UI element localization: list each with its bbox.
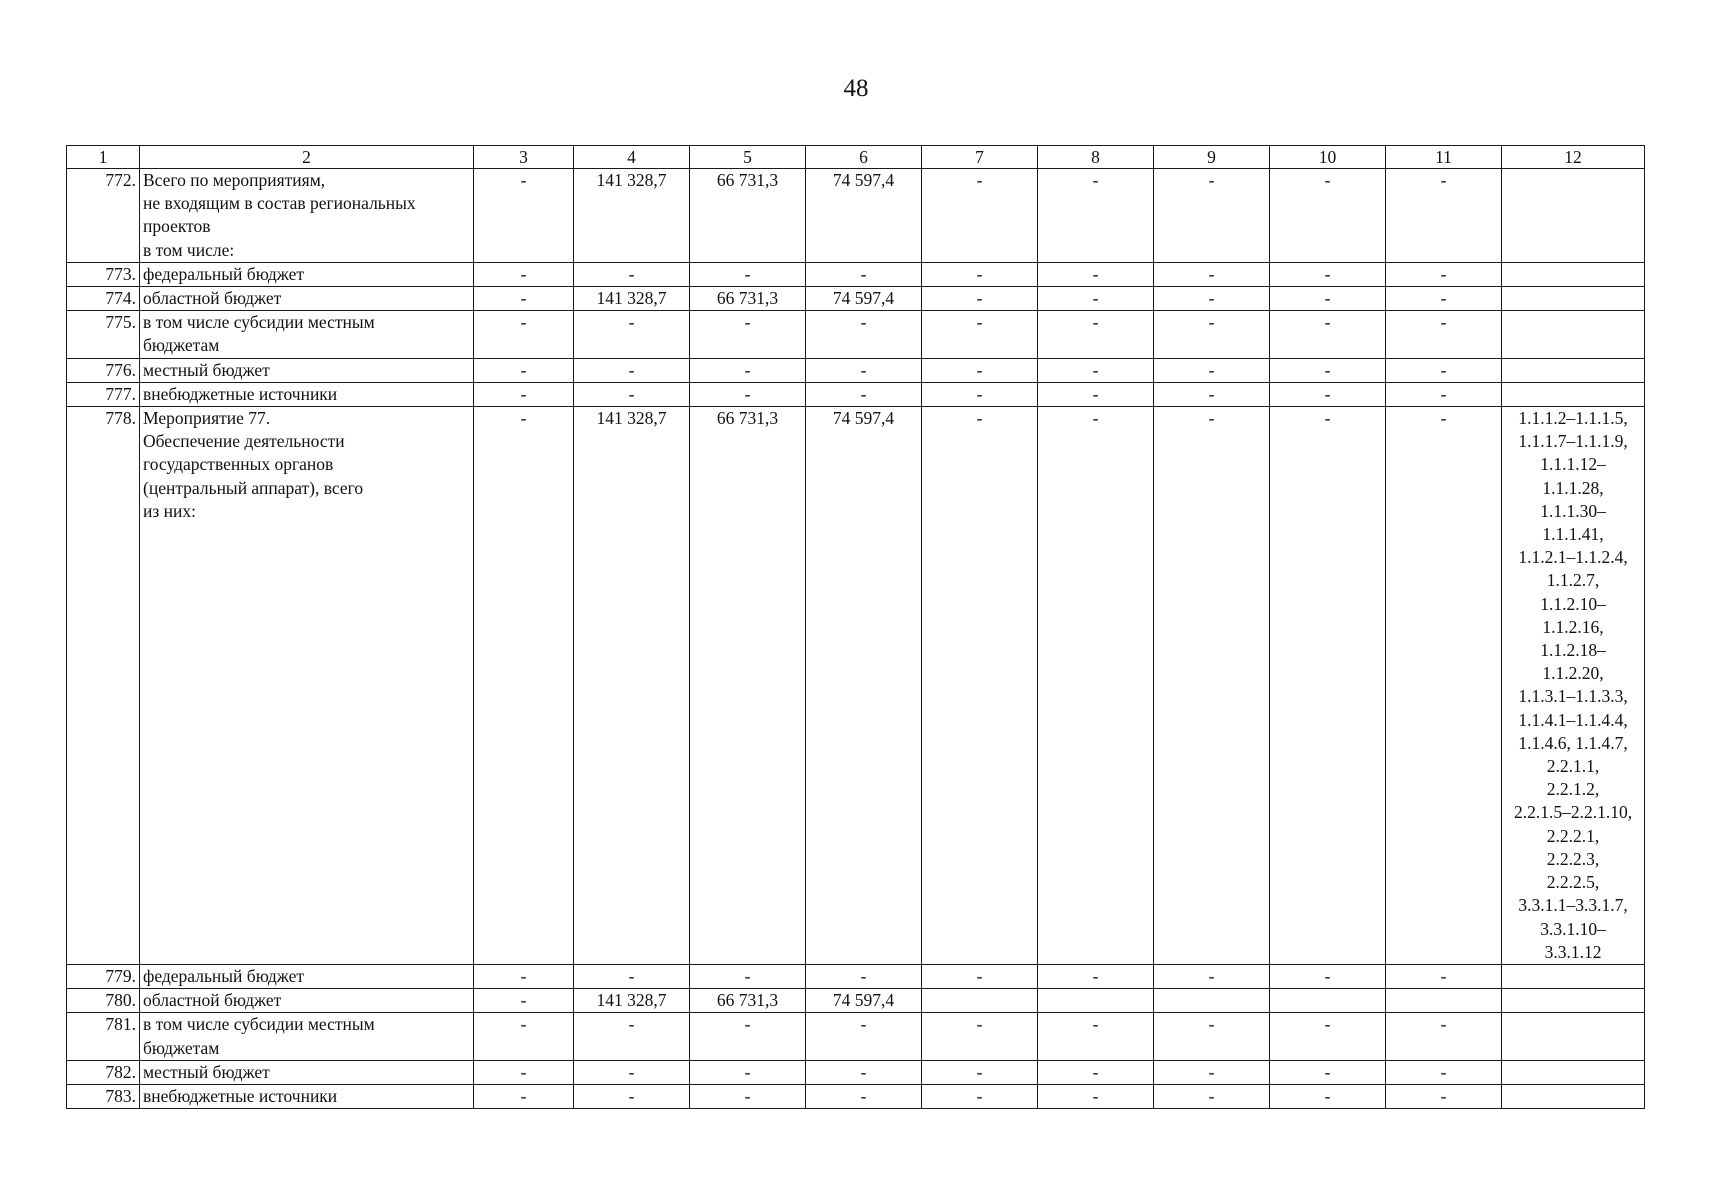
value-cell: - [1038,169,1154,263]
value-cell: - [1386,1084,1502,1108]
header-cell: 12 [1502,146,1645,169]
value-cell: 141 328,7 [574,169,690,263]
row-number: 777. [67,382,140,406]
value-cell: 74 597,4 [806,287,922,311]
value-cell: - [922,311,1038,358]
row-label: федеральный бюджет [140,964,474,988]
value-cell: - [1270,311,1386,358]
header-cell: 7 [922,146,1038,169]
value-cell: - [690,262,806,286]
references-cell [1502,382,1645,406]
value-cell: - [574,382,690,406]
table-row [67,382,1645,406]
value-cell: - [1038,1084,1154,1108]
value-cell: - [922,358,1038,382]
value-cell: - [1270,382,1386,406]
row-number: 782. [67,1060,140,1084]
value-cell: - [1154,1013,1270,1060]
value-cell: - [1270,262,1386,286]
row-label: внебюджетные источники [140,1084,474,1108]
value-cell: - [1154,1084,1270,1108]
header-cell: 5 [690,146,806,169]
value-cell: - [1386,1013,1502,1060]
value-cell: 141 328,7 [574,407,690,965]
value-cell: - [806,1013,922,1060]
value-cell: - [690,964,806,988]
value-cell: - [1038,1013,1154,1060]
value-cell: - [1386,1060,1502,1084]
value-cell [1386,989,1502,1013]
row-number: 775. [67,311,140,358]
value-cell: - [922,1013,1038,1060]
row-number: 780. [67,989,140,1013]
row-label: Всего по мероприятиям, не входящим в состав региональных проектов в том числе: [140,169,474,263]
value-cell: 66 731,3 [690,407,806,965]
value-cell: 74 597,4 [806,407,922,965]
value-cell: - [1386,407,1502,965]
value-cell: - [474,287,574,311]
value-cell: - [1038,407,1154,965]
value-cell: - [806,1060,922,1084]
header-cell: 8 [1038,146,1154,169]
value-cell: - [1154,262,1270,286]
references-cell [1502,358,1645,382]
value-cell: - [922,1084,1038,1108]
value-cell: - [574,964,690,988]
references-cell [1502,262,1645,286]
table-row [67,989,1645,1013]
page-number: 48 [843,75,869,102]
header-cell: 10 [1270,146,1386,169]
value-cell: - [1270,287,1386,311]
value-cell: - [1154,1060,1270,1084]
row-label: местный бюджет [140,358,474,382]
value-cell: - [806,358,922,382]
value-cell: - [1270,1084,1386,1108]
value-cell: - [474,1084,574,1108]
row-label: федеральный бюджет [140,262,474,286]
value-cell: 66 731,3 [690,989,806,1013]
references-cell [1502,989,1645,1013]
value-cell: - [806,311,922,358]
header-row [67,146,1645,169]
value-cell: - [474,1013,574,1060]
value-cell [922,989,1038,1013]
value-cell: - [806,382,922,406]
value-cell: - [574,262,690,286]
value-cell: - [474,358,574,382]
value-cell: 66 731,3 [690,287,806,311]
header-cell: 9 [1154,146,1270,169]
value-cell: - [474,1060,574,1084]
value-cell: - [474,311,574,358]
value-cell: - [1386,262,1502,286]
table-row [67,964,1645,988]
value-cell: - [1270,1013,1386,1060]
value-cell: - [690,382,806,406]
value-cell: - [574,311,690,358]
header-cell: 1 [67,146,140,169]
table-row [67,1084,1645,1108]
value-cell: - [1386,287,1502,311]
value-cell: - [1154,311,1270,358]
references-cell: 1.1.1.2–1.1.1.5, 1.1.1.7–1.1.1.9, 1.1.1.12– 1.1.1.28, 1.1.1.30– 1.1.1.41, 1.1.2.1–1.1.2.4, 1.1.2.7, 1.1.2.10– 1.1.2.16, 1.1.2.18– 1.1.2.20, 1.1.3.1–1.1.3.3, 1.1.4.1–1.1.4.4, 1.1.4.6, 1.1.4.7, 2.2.1.1, 2.2.1.2, 2.2.1.5–2.2.1.10, 2.2.2.1, 2.2.2.3, 2.2.2.5, 3.3.1.1–3.3.1.7, 3.3.1.10– 3.3.1.12 [1502,407,1645,965]
value-cell: - [1154,169,1270,263]
row-label: областной бюджет [140,989,474,1013]
table-row [67,407,1645,965]
value-cell: - [922,382,1038,406]
value-cell: - [1154,382,1270,406]
table-row [67,1060,1645,1084]
value-cell: - [922,262,1038,286]
references-cell [1502,964,1645,988]
value-cell: - [922,1060,1038,1084]
value-cell: - [1038,262,1154,286]
row-number: 774. [67,287,140,311]
table-row [67,1013,1645,1060]
value-cell: - [806,262,922,286]
references-cell [1502,1013,1645,1060]
value-cell [1154,989,1270,1013]
value-cell: - [922,169,1038,263]
table-row [67,169,1645,263]
value-cell: 74 597,4 [806,169,922,263]
row-label: местный бюджет [140,1060,474,1084]
value-cell: - [806,1084,922,1108]
value-cell: - [1038,358,1154,382]
row-number: 781. [67,1013,140,1060]
value-cell: - [474,382,574,406]
value-cell: - [1038,1060,1154,1084]
value-cell [1038,989,1154,1013]
row-label: в том числе субсидии местным бюджетам [140,311,474,358]
row-number: 776. [67,358,140,382]
value-cell: - [1386,311,1502,358]
value-cell: - [922,287,1038,311]
value-cell: - [574,1084,690,1108]
value-cell: - [474,964,574,988]
header-cell: 11 [1386,146,1502,169]
row-label: внебюджетные источники [140,382,474,406]
value-cell: - [690,358,806,382]
header-cell: 3 [474,146,574,169]
value-cell: - [690,1013,806,1060]
table-row [67,287,1645,311]
value-cell: - [1038,287,1154,311]
value-cell: - [690,1060,806,1084]
row-number: 773. [67,262,140,286]
value-cell: - [1038,964,1154,988]
value-cell: - [1154,287,1270,311]
row-label: Мероприятие 77. Обеспечение деятельности государственных органов (центральный аппарат), всего из них: [140,407,474,965]
value-cell: - [690,311,806,358]
row-number: 779. [67,964,140,988]
value-cell: 74 597,4 [806,989,922,1013]
value-cell: 66 731,3 [690,169,806,263]
value-cell: - [1270,169,1386,263]
value-cell: - [806,964,922,988]
value-cell: - [922,964,1038,988]
table-body [67,169,1645,1109]
references-cell [1502,1084,1645,1108]
value-cell: - [1154,964,1270,988]
references-cell [1502,169,1645,263]
value-cell: - [1038,311,1154,358]
value-cell: - [1038,382,1154,406]
value-cell: - [922,407,1038,965]
value-cell: - [574,1060,690,1084]
value-cell: - [474,407,574,965]
budget-table [66,145,1645,1109]
row-number: 778. [67,407,140,965]
value-cell: 141 328,7 [574,989,690,1013]
table-row [67,262,1645,286]
value-cell: - [690,1084,806,1108]
table-row [67,311,1645,358]
header-cell: 6 [806,146,922,169]
row-number: 772. [67,169,140,263]
row-label: в том числе субсидии местным бюджетам [140,1013,474,1060]
value-cell [1270,989,1386,1013]
references-cell [1502,311,1645,358]
value-cell: - [1154,358,1270,382]
value-cell: - [1154,407,1270,965]
table-row [67,358,1645,382]
value-cell: - [1386,169,1502,263]
header-cell: 2 [140,146,474,169]
value-cell: - [1386,382,1502,406]
value-cell: - [574,1013,690,1060]
value-cell: - [1270,358,1386,382]
value-cell: - [474,169,574,263]
header-cell: 4 [574,146,690,169]
value-cell: - [574,358,690,382]
value-cell: - [474,262,574,286]
value-cell: - [1386,358,1502,382]
value-cell: 141 328,7 [574,287,690,311]
references-cell [1502,287,1645,311]
references-cell [1502,1060,1645,1084]
row-label: областной бюджет [140,287,474,311]
value-cell: - [1270,1060,1386,1084]
value-cell: - [1386,964,1502,988]
value-cell: - [474,989,574,1013]
value-cell: - [1270,407,1386,965]
value-cell: - [1270,964,1386,988]
row-number: 783. [67,1084,140,1108]
